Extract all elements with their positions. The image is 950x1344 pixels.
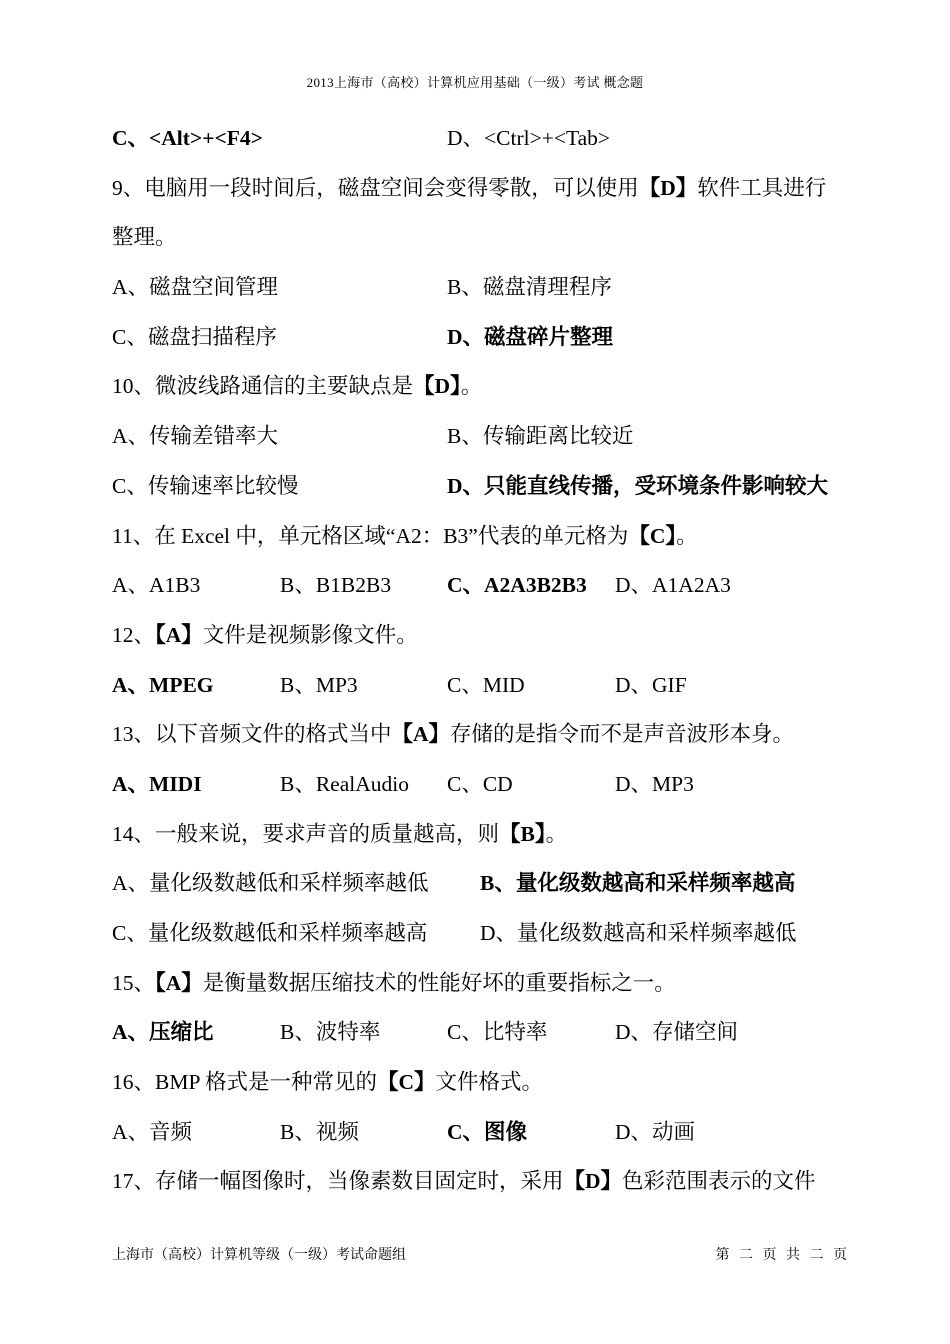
question-text: 。 — [545, 821, 568, 846]
options-row — [112, 863, 852, 913]
question-text: 存储的是指令而不是声音波形本身。 — [450, 722, 795, 747]
answer-option: B、波特率 — [280, 1020, 381, 1045]
answer-option: B、MP3 — [280, 672, 358, 697]
answer-option: A、量化级数越低和采样频率越低 — [112, 871, 429, 896]
answer-key: 【A】 — [391, 722, 451, 747]
answer-option: A、A1B3 — [112, 573, 201, 598]
answer-option: D、A1A2A3 — [615, 573, 731, 598]
question-line — [112, 963, 852, 1013]
answer-key: 【D】 — [638, 175, 698, 200]
answer-key: 【D】 — [413, 374, 461, 399]
options-row — [112, 267, 852, 317]
question-text: 文件格式。 — [435, 1070, 544, 1095]
question-text: 是衡量数据压缩技术的性能好坏的重要指标之一。 — [202, 970, 676, 995]
question-text: 10、微波线路通信的主要缺点是 — [112, 374, 414, 399]
question-text: 14、一般来说，要求声音的质量越高，则 — [112, 821, 500, 846]
question-line — [112, 1161, 852, 1211]
question-line — [112, 366, 852, 416]
question-content — [112, 118, 852, 1211]
answer-key: 【B】 — [499, 821, 546, 846]
answer-option: B、磁盘清理程序 — [447, 275, 612, 300]
answer-option: C、MID — [447, 672, 525, 697]
answer-option: B、B1B2B3 — [280, 573, 392, 598]
answer-option: C、图像 — [447, 1119, 528, 1144]
question-text: 软件工具进行 — [697, 175, 827, 200]
question-line — [112, 615, 852, 665]
answer-option: B、视频 — [280, 1119, 359, 1144]
question-text: 17、存储一幅图像时，当像素数目固定时，采用 — [112, 1169, 564, 1194]
footer-committee: 上海市（高校）计算机等级（一级）考试命题组 — [112, 1248, 406, 1263]
answer-option: C、A2A3B2B3 — [447, 573, 587, 598]
answer-option: D、<Ctrl>+<Tab> — [447, 126, 611, 150]
question-text: 。 — [460, 374, 483, 399]
answer-option: C、磁盘扫描程序 — [112, 324, 277, 349]
options-row — [112, 416, 852, 466]
options-row — [112, 565, 852, 615]
question-text: 12、 — [112, 622, 156, 647]
options-row — [112, 1112, 852, 1162]
answer-option: B、RealAudio — [280, 771, 409, 796]
question-text: 9、电脑用一段时间后，磁盘空间会变得零散，可以使用 — [112, 175, 639, 200]
answer-option: A、传输差错率大 — [112, 424, 279, 449]
answer-option: C、传输速率比较慢 — [112, 473, 299, 498]
answer-option: D、GIF — [615, 672, 687, 697]
question-line — [112, 814, 852, 864]
question-line — [112, 168, 852, 218]
answer-option: A、压缩比 — [112, 1020, 214, 1045]
options-row — [112, 665, 852, 715]
answer-option: D、量化级数越高和采样频率越低 — [480, 921, 797, 945]
answer-key: 【C】 — [628, 523, 677, 548]
options-row — [112, 764, 852, 814]
answer-key: 【D】 — [563, 1169, 623, 1194]
question-text: 16、BMP 格式是一种常见的 — [112, 1070, 377, 1095]
question-line — [112, 714, 852, 764]
page-header: 2013上海市（高校）计算机应用基础（一级）考试 概念题 — [306, 75, 644, 90]
answer-key: 【A】 — [155, 970, 203, 995]
question-line — [112, 516, 852, 566]
answer-option: C、CD — [447, 771, 513, 796]
answer-option: D、只能直线传播，受环境条件影响较大 — [447, 473, 829, 498]
answer-option: A、音频 — [112, 1119, 193, 1144]
answer-option: D、MP3 — [615, 771, 694, 796]
answer-option: C、量化级数越低和采样频率越高 — [112, 921, 428, 945]
answer-option: C、<Alt>+<F4> — [112, 126, 263, 150]
question-text: 11、在 Excel 中，单元格区域“A2：B3”代表的单元格为 — [112, 523, 629, 548]
answer-option: B、传输距离比较近 — [447, 424, 634, 449]
answer-option: B、量化级数越高和采样频率越高 — [480, 871, 796, 896]
answer-option: A、MPEG — [112, 672, 214, 697]
options-row — [112, 317, 852, 367]
question-text: 15、 — [112, 970, 156, 995]
answer-option: C、比特率 — [447, 1020, 548, 1045]
options-row — [112, 913, 852, 963]
answer-key: 【A】 — [155, 622, 203, 647]
continuation-text: 整理。 — [112, 225, 177, 250]
answer-option: D、存储空间 — [615, 1020, 739, 1045]
options-row — [112, 118, 852, 168]
question-text: 13、以下音频文件的格式当中 — [112, 722, 392, 747]
question-text: 色彩范围表示的文件 — [622, 1169, 816, 1194]
answer-option: D、磁盘碎片整理 — [447, 324, 614, 349]
answer-key: 【C】 — [377, 1070, 436, 1095]
question-text: 。 — [676, 523, 698, 548]
answer-option: A、MIDI — [112, 771, 202, 796]
footer-page-number: 第 二 页 共 二 页 — [715, 1248, 850, 1263]
answer-option: D、动画 — [615, 1119, 696, 1144]
options-row — [112, 1012, 852, 1062]
options-row — [112, 466, 852, 516]
question-text: 文件是视频影像文件。 — [202, 622, 418, 647]
answer-option: A、磁盘空间管理 — [112, 275, 279, 300]
question-line — [112, 1062, 852, 1112]
